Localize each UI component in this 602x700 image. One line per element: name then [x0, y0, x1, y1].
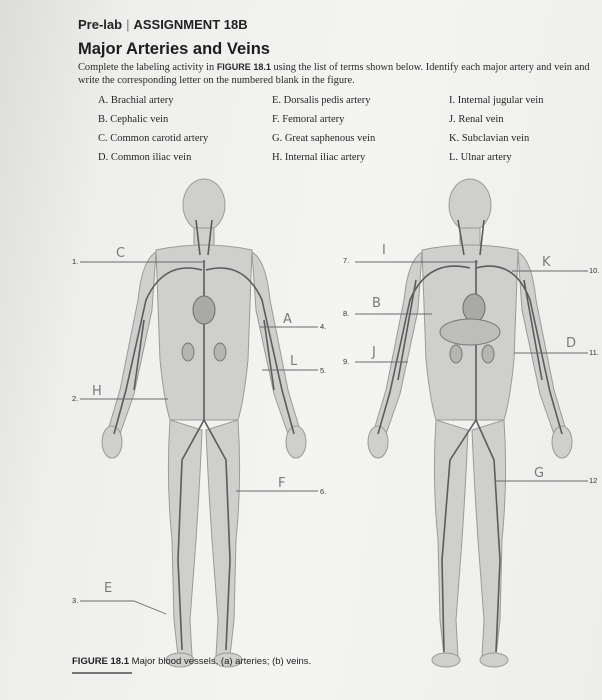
page-title: Major Arteries and Veins: [78, 40, 270, 58]
blank-answer-8: B: [372, 296, 381, 311]
term-f: F. Femoral artery: [272, 114, 345, 125]
blank-answer-3: E: [104, 581, 113, 596]
instructions-part1: Complete the labeling activity in: [78, 62, 217, 73]
blank-number-9: 9.: [343, 357, 350, 366]
blank-answer-7: I: [382, 243, 386, 258]
term-k: K. Subclavian vein: [449, 133, 530, 144]
caption-underline: [72, 672, 132, 674]
caption-text: Major blood vessels. (a) arteries; (b) veins.: [129, 656, 312, 667]
instructions-figure-ref: FIGURE 18.1: [216, 62, 271, 72]
blank-number-6: 6.: [320, 487, 327, 496]
term-d: D. Common iliac vein: [98, 152, 192, 163]
caption-label: FIGURE 18.1: [72, 656, 130, 667]
header-assignment: ASSIGNMENT 18B: [133, 17, 248, 32]
instructions-part2: using the list of terms shown below. Identify each major artery and vein and write the corresponding letter on the numbered blank in the figure.: [78, 62, 590, 86]
blank-answer-9: J: [372, 345, 376, 360]
blank-number-2: 2.: [72, 394, 79, 403]
blank-number-4: 4.: [320, 322, 327, 331]
blank-number-7: 7.: [343, 256, 350, 265]
blank-number-3: 3.: [72, 596, 79, 605]
blank-number-12: 12: [589, 476, 598, 485]
blank-answer-1: C: [116, 246, 126, 261]
blank-answer-11: D: [566, 336, 577, 351]
blank-answer-2: H: [92, 384, 102, 399]
term-h: H. Internal iliac artery: [272, 152, 366, 163]
term-l: L. Ulnar artery: [449, 152, 512, 163]
figure-caption: [72, 656, 311, 667]
term-j: J. Renal vein: [449, 114, 504, 125]
blank-answer-5: L: [290, 354, 298, 369]
blank-answer-4: A: [283, 312, 292, 327]
term-a: A. Brachial artery: [98, 95, 174, 106]
leader-line-3: [80, 601, 166, 614]
term-c: C. Common carotid artery: [98, 133, 209, 144]
blank-number-10: 10.: [589, 266, 600, 275]
blank-answer-10: K: [542, 255, 551, 270]
blank-number-1: 1.: [72, 257, 79, 266]
header-divider: |: [126, 17, 130, 32]
term-e: E. Dorsalis pedis artery: [272, 95, 371, 106]
body-figure-veins: [368, 179, 572, 667]
blank-answer-6: F: [278, 476, 286, 491]
term-i: I. Internal jugular vein: [449, 95, 544, 106]
header-prefix: Pre-lab: [78, 17, 123, 32]
term-g: G. Great saphenous vein: [272, 133, 376, 144]
term-b: B. Cephalic vein: [98, 114, 169, 125]
body-figure-arteries: [102, 179, 306, 667]
blank-number-11: 11.: [589, 348, 599, 357]
blank-answer-12: G: [534, 466, 545, 481]
blank-number-8: 8.: [343, 309, 350, 318]
blank-number-5: 5.: [320, 366, 327, 375]
